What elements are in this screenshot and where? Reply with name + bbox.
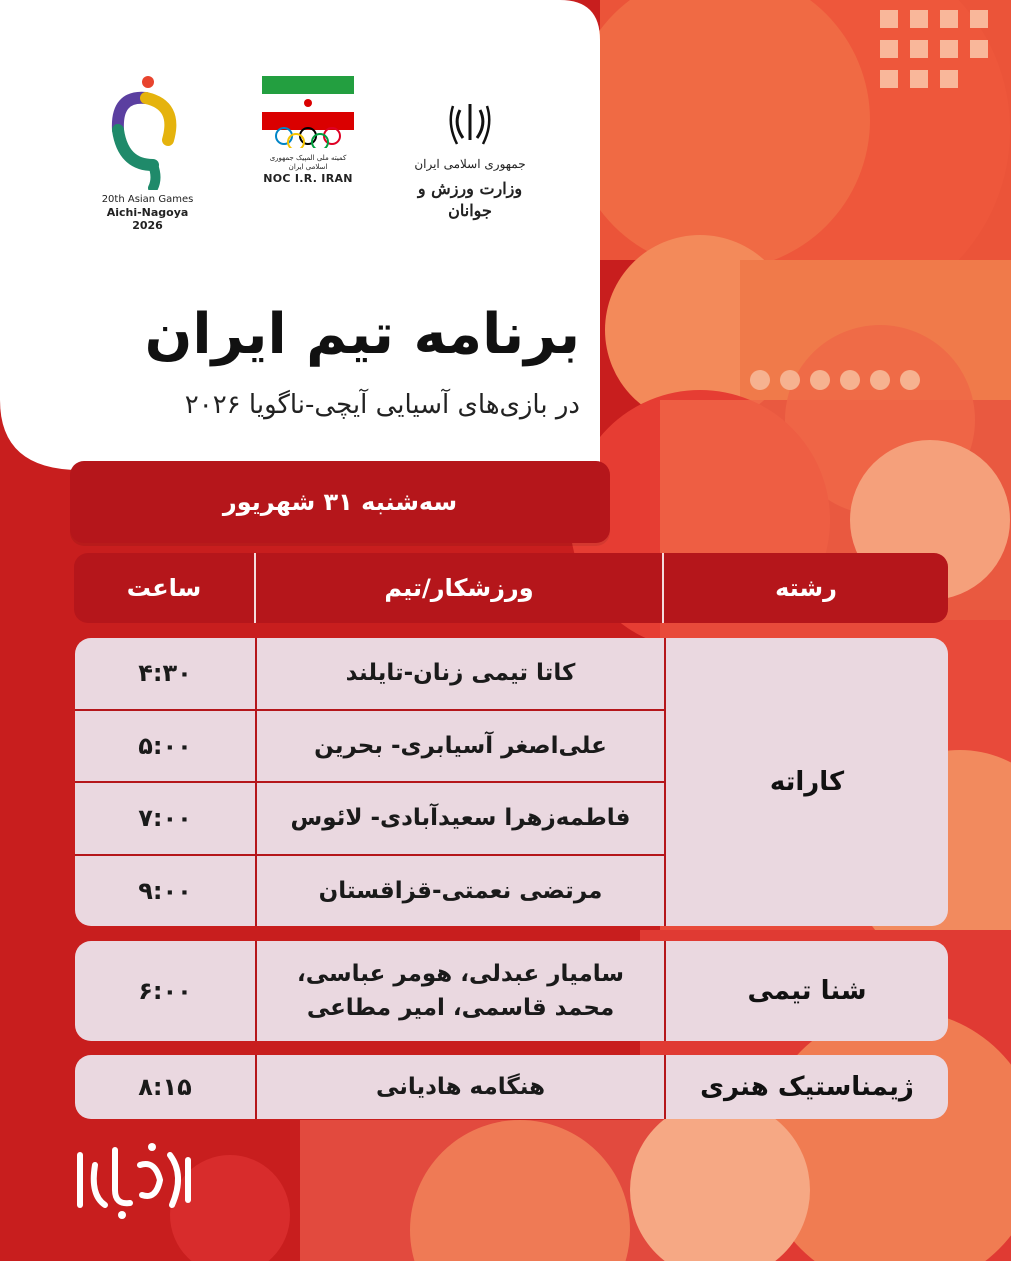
time-cell: ۶:۰۰ (138, 977, 192, 1005)
athlete-cell: کاتا تیمی زنان-تایلند (255, 638, 664, 709)
page-subtitle: در بازی‌های آسیایی آیچی-ناگویا ۲۰۲۶ (184, 390, 580, 420)
time-cell: ۸:۱۵ (138, 1073, 192, 1101)
athlete-cell: مرتضی نعمتی-قزاقستان (255, 856, 664, 927)
table-row (75, 941, 664, 1041)
noc-caption: NOC I.R. IRAN (263, 172, 353, 185)
table-row (75, 638, 664, 709)
time-cell: ۷:۰۰ (138, 804, 192, 833)
asian-games-caption: 20th Asian Games (101, 194, 194, 205)
sport-name: شنا تیمی (664, 941, 948, 1041)
asian-games-logo (90, 70, 205, 232)
noc-logo (258, 76, 358, 185)
ministry-line2: وزارت ورزش و جوانان (417, 179, 523, 220)
time-cell: ۹:۰۰ (138, 876, 192, 905)
sport-name: ژیمناستیک هنری (664, 1055, 948, 1119)
table-row (75, 709, 664, 782)
ministry-logo (395, 100, 545, 222)
asian-games-city: Aichi-Nagoya 2026 (106, 206, 189, 232)
athlete-cell: سامیار عبدلی، هومر عباسی، محمد قاسمی، امیر مطاعی (255, 941, 664, 1041)
header-athlete: ورزشکار/تیم (254, 553, 664, 623)
table-row (75, 1055, 664, 1119)
sport-name: کاراته (664, 638, 948, 926)
date-banner: سه‌شنبه ۳۱ شهریور (70, 461, 610, 543)
sport-group-karate (75, 638, 948, 926)
table-row (75, 854, 664, 927)
iran-emblem-icon (445, 100, 495, 148)
header-sport: رشته (775, 574, 837, 602)
time-cell: ۴:۳۰ (138, 659, 192, 688)
sport-group-swimming (75, 941, 948, 1041)
noc-caption-fa: کمیته ملی المپیک جمهوری اسلامی ایران (269, 154, 347, 171)
time-cell: ۵:۰۰ (138, 731, 192, 760)
athlete-cell: فاطمه‌زهرا سعیدآبادی- لائوس (255, 783, 664, 854)
table-header (74, 553, 948, 623)
athlete-cell: علی‌اصغر آسیابری- بحرین (255, 711, 664, 782)
header-time: ساعت (126, 574, 202, 602)
asian-games-emblem-icon (98, 70, 198, 190)
iran-flag-olympic-rings-icon (262, 76, 354, 148)
table-row (75, 781, 664, 854)
ministry-line1: جمهوری اسلامی ایران (414, 157, 526, 171)
sport-group-gymnastics (75, 1055, 948, 1119)
page-title: برنامه تیم ایران (144, 302, 580, 367)
iran-ghahreman-logo (60, 1135, 210, 1225)
athlete-cell: هنگامه هادیانی (255, 1055, 664, 1119)
